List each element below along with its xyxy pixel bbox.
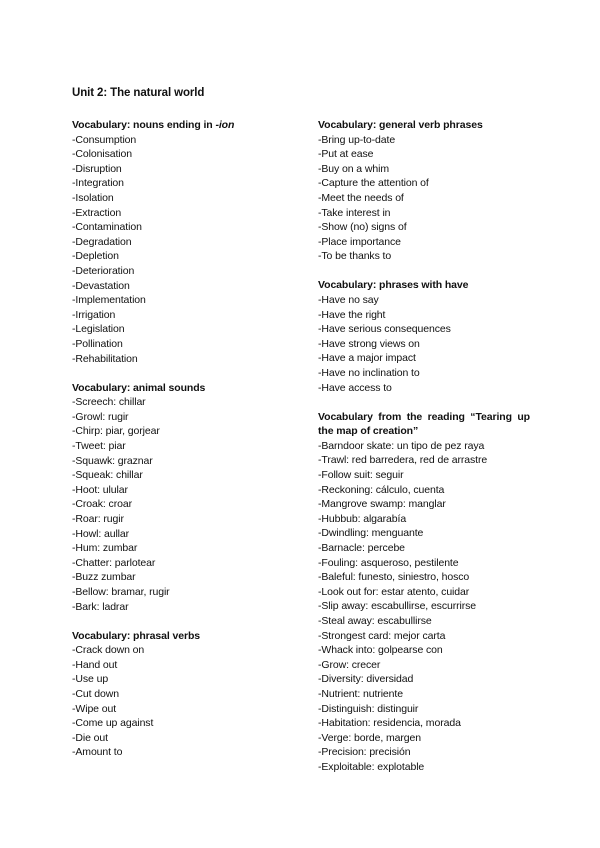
list-item: -Buy on a whim xyxy=(318,162,389,175)
list-item: -Place importance xyxy=(318,235,401,248)
list-item: -Hoot: ulular xyxy=(72,483,128,496)
list-item: -Hand out xyxy=(72,658,118,671)
list-item: -Whack into: golpearse con xyxy=(318,644,443,657)
section-heading: Vocabulary: phrases with have xyxy=(318,279,469,292)
list-item: -Bark: ladrar xyxy=(72,600,129,613)
list-item: -Have no say xyxy=(318,294,379,307)
list-item: -Cut down xyxy=(72,687,119,700)
heading-suffix: -ion xyxy=(215,119,235,131)
list-item: -Disruption xyxy=(72,162,122,175)
list-item: -Distinguish: distinguir xyxy=(318,702,419,715)
section-nouns xyxy=(72,118,287,366)
list-item: -Mangrove swamp: manglar xyxy=(318,498,446,511)
section-reading xyxy=(318,410,530,775)
vocab-list xyxy=(72,643,287,760)
section-general-verb-phrases xyxy=(318,118,530,264)
section-heading: Vocabulary: animal sounds xyxy=(72,381,206,394)
list-item: -Slip away: escabullirse, escurrirse xyxy=(318,600,477,613)
list-item: -Have serious consequences xyxy=(318,323,451,336)
list-item: -Hum: zumbar xyxy=(72,542,138,555)
list-item: -Have the right xyxy=(318,308,386,321)
list-item: -Put at ease xyxy=(318,148,374,161)
list-item: -Precision: precisión xyxy=(318,746,411,759)
list-item: -Consumption xyxy=(72,133,137,146)
list-item: -Amount to xyxy=(72,746,123,759)
vocab-list xyxy=(318,293,530,395)
list-item: -Show (no) signs of xyxy=(318,221,407,234)
list-item: -Diversity: diversidad xyxy=(318,673,414,686)
section-heading: Vocabulary from the reading “Tearing up the map of creation” xyxy=(318,410,530,438)
list-item: -Degradation xyxy=(72,235,132,248)
list-item: -Colonisation xyxy=(72,148,132,161)
list-item: -Integration xyxy=(72,177,124,190)
section-heading xyxy=(72,118,287,133)
list-item: -Take interest in xyxy=(318,206,391,219)
list-item: -Deterioration xyxy=(72,264,135,277)
list-item: -Depletion xyxy=(72,250,119,263)
list-item: -Implementation xyxy=(72,294,146,307)
list-item: -Habitation: residencia, morada xyxy=(318,717,461,730)
list-item: -Barnacle: percebe xyxy=(318,542,405,555)
list-item: -Have strong views on xyxy=(318,337,420,350)
list-item: -Squeak: chillar xyxy=(72,469,143,482)
list-item: -Exploitable: explotable xyxy=(318,760,425,773)
list-item: -Follow suit: seguir xyxy=(318,469,404,482)
list-item: -Chatter: parlotear xyxy=(72,556,156,569)
vocab-list xyxy=(318,439,530,775)
list-item: -Meet the needs of xyxy=(318,191,404,204)
list-item: -Howl: aullar xyxy=(72,527,130,540)
list-item: -Extraction xyxy=(72,206,122,219)
section-heading: Vocabulary: general verb phrases xyxy=(318,119,483,131)
list-item: -Barndoor skate: un tipo de pez raya xyxy=(318,439,485,452)
list-item: -Legislation xyxy=(72,323,125,336)
right-column xyxy=(318,118,530,789)
list-item: -Bring up-to-date xyxy=(318,133,396,146)
heading-text: Vocabulary: nouns ending in xyxy=(72,119,216,131)
list-item: -Capture the attention of xyxy=(318,177,429,190)
list-item: -Rehabilitation xyxy=(72,352,138,365)
list-item: -Steal away: escabullirse xyxy=(318,615,432,627)
list-item: -Have no inclination to xyxy=(318,367,420,379)
list-item: -Chirp: piar, gorjear xyxy=(72,425,160,438)
list-item: -Pollination xyxy=(72,337,123,350)
list-item: -Die out xyxy=(72,731,108,744)
list-item: -Nutrient: nutriente xyxy=(318,687,403,700)
list-item: -Isolation xyxy=(72,191,114,204)
vocab-list xyxy=(72,395,287,614)
list-item: -Look out for: estar atento, cuidar xyxy=(318,585,470,598)
list-item: -Screech: chillar xyxy=(72,396,146,409)
list-item: -Come up against xyxy=(72,717,154,730)
list-item: -Roar: rugir xyxy=(72,512,124,525)
list-item: -Fouling: asqueroso, pestilente xyxy=(318,556,459,569)
section-phrasal-verbs xyxy=(72,629,287,760)
list-item: -Crack down on xyxy=(72,644,145,657)
list-item: -Irrigation xyxy=(72,308,116,321)
list-item: -Tweet: piar xyxy=(72,439,126,452)
list-item: -Have a major impact xyxy=(318,352,416,365)
list-item: -Growl: rugir xyxy=(72,410,129,423)
list-item: -To be thanks to xyxy=(318,250,392,263)
vocab-list xyxy=(318,133,530,264)
list-item: -Wipe out xyxy=(72,702,117,715)
vocab-list xyxy=(72,133,287,367)
list-item: -Use up xyxy=(72,673,109,686)
list-item: -Squawk: graznar xyxy=(72,454,153,467)
section-phrases-with-have xyxy=(318,278,530,395)
section-heading: Vocabulary: phrasal verbs xyxy=(72,629,201,642)
list-item: -Buzz zumbar xyxy=(72,571,136,584)
page-title: Unit 2: The natural world xyxy=(72,87,205,99)
list-item: -Hubbub: algarabía xyxy=(318,512,407,525)
list-item: -Grow: crecer xyxy=(318,658,381,671)
list-item: -Have access to xyxy=(318,381,392,394)
left-column xyxy=(72,118,287,774)
list-item: -Reckoning: cálculo, cuenta xyxy=(318,483,445,496)
list-item: -Trawl: red barredera, red de arrastre xyxy=(318,454,488,467)
list-item: -Contamination xyxy=(72,221,142,234)
list-item: -Baleful: funesto, siniestro, hosco xyxy=(318,571,470,584)
list-item: -Strongest card: mejor carta xyxy=(318,629,446,642)
list-item: -Devastation xyxy=(72,279,130,292)
list-item: -Dwindling: menguante xyxy=(318,527,424,540)
section-animal-sounds xyxy=(72,381,287,615)
list-item: -Bellow: bramar, rugir xyxy=(72,585,170,598)
list-item: -Verge: borde, margen xyxy=(318,731,421,744)
list-item: -Croak: croar xyxy=(72,498,132,511)
